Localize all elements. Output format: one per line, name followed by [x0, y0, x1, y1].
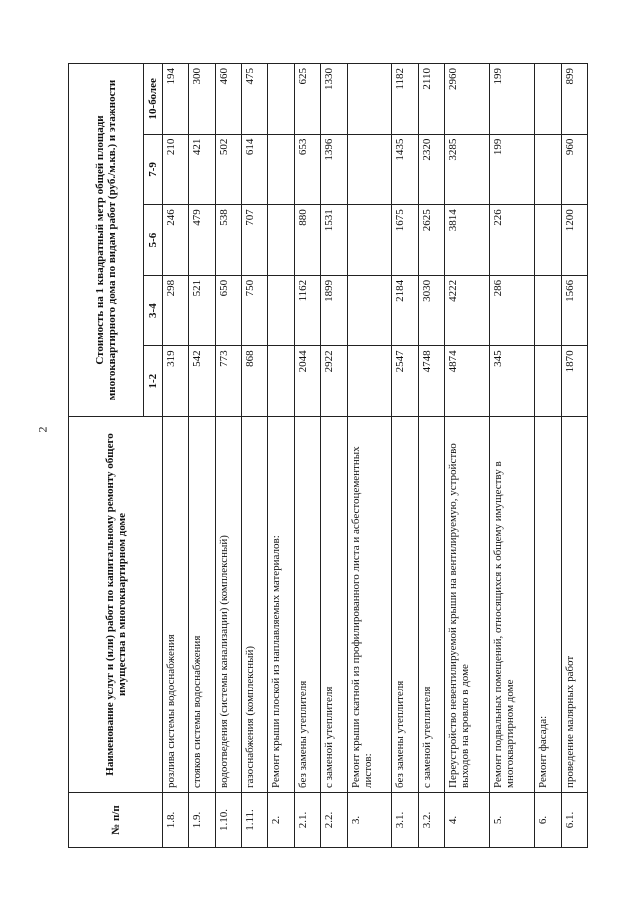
cost-cell: 3814: [445, 205, 490, 276]
row-number: 4.: [445, 793, 490, 848]
table-row: [268, 64, 294, 848]
cost-cell: [535, 134, 561, 205]
cost-cell: 3030: [418, 275, 444, 346]
table-row: [347, 64, 392, 848]
table-body: [163, 64, 588, 848]
cost-cell: 199: [490, 64, 535, 135]
row-number: 1.10.: [215, 793, 241, 848]
row-name: без замены утеплителя: [294, 417, 320, 793]
cost-cell: 2625: [418, 205, 444, 276]
row-number: 3.: [347, 793, 392, 848]
cost-cell: 460: [215, 64, 241, 135]
cost-cell: 2547: [392, 346, 418, 417]
row-number: 2.1.: [294, 793, 320, 848]
header-row: [69, 64, 144, 848]
table-row: [215, 64, 241, 848]
cost-cell: [535, 346, 561, 417]
cost-cell: 1435: [392, 134, 418, 205]
row-name: без замены утеплителя: [392, 417, 418, 793]
row-name: Переустройство невентилируемой крыши на вентилируемую, устройство выходов на кровлю в доме: [445, 417, 490, 793]
cost-cell: 319: [163, 346, 189, 417]
row-name: с заменой утеплителя: [418, 417, 444, 793]
col-number-header: № п/п: [69, 793, 163, 848]
row-name: газоснабжения (комплексный): [242, 417, 268, 793]
cost-cell: 2184: [392, 275, 418, 346]
cost-cell: 475: [242, 64, 268, 135]
cost-cell: [268, 134, 294, 205]
cost-cell: 2960: [445, 64, 490, 135]
row-name: проведение малярных работ: [561, 417, 588, 793]
page-number: 2: [35, 426, 50, 433]
table-row: [392, 64, 418, 848]
cost-cell: [268, 346, 294, 417]
cost-cell: [347, 205, 392, 276]
cost-cell: [535, 205, 561, 276]
cost-cell: 1162: [294, 275, 320, 346]
cost-cell: 4222: [445, 275, 490, 346]
cost-cell: 521: [189, 275, 215, 346]
cost-cell: 614: [242, 134, 268, 205]
floor-header: 5-6: [144, 205, 163, 276]
table-row: [445, 64, 490, 848]
row-name: Ремонт крыши скатной из профилированного листа и асбестоцементных листов:: [347, 417, 392, 793]
cost-cell: [268, 205, 294, 276]
cost-cell: 286: [490, 275, 535, 346]
cost-cell: [535, 64, 561, 135]
cost-cell: 298: [163, 275, 189, 346]
row-name: Ремонт подвальных помещений, относящихся к общему имуществу в многоквартирном доме: [490, 417, 535, 793]
cost-cell: 1675: [392, 205, 418, 276]
cost-cell: 773: [215, 346, 241, 417]
cost-cell: 868: [242, 346, 268, 417]
row-name: розлива системы водоснабжения: [163, 417, 189, 793]
cost-cell: 960: [561, 134, 588, 205]
floor-header: 10-более: [144, 64, 163, 135]
floor-header: 3-4: [144, 275, 163, 346]
rotated-table-container: [68, 63, 588, 848]
row-name: Ремонт фасада:: [535, 417, 561, 793]
table-row: [561, 64, 588, 848]
col-cost-header: Стоимость на 1 квадратный метр общей площади многоквартирного дома по видам работ (руб./м.кв.) и этажности: [69, 64, 144, 417]
row-name: Ремонт крыши плоской из наплавляемых материалов:: [268, 417, 294, 793]
table-row: [294, 64, 320, 848]
cost-cell: [268, 64, 294, 135]
cost-cell: 210: [163, 134, 189, 205]
cost-cell: 880: [294, 205, 320, 276]
row-number: 1.8.: [163, 793, 189, 848]
row-number: 1.11.: [242, 793, 268, 848]
cost-cell: 750: [242, 275, 268, 346]
row-number: 2.2.: [321, 793, 347, 848]
cost-cell: 2320: [418, 134, 444, 205]
cost-cell: 1182: [392, 64, 418, 135]
cost-cell: 2110: [418, 64, 444, 135]
row-number: 6.: [535, 793, 561, 848]
cost-cell: 4874: [445, 346, 490, 417]
cost-cell: 502: [215, 134, 241, 205]
table-row: [321, 64, 347, 848]
cost-cell: 2044: [294, 346, 320, 417]
row-number: 5.: [490, 793, 535, 848]
cost-cell: 1870: [561, 346, 588, 417]
cost-cell: 2922: [321, 346, 347, 417]
cost-cell: 479: [189, 205, 215, 276]
cost-cell: 194: [163, 64, 189, 135]
table-row: [242, 64, 268, 848]
row-number: 1.9.: [189, 793, 215, 848]
row-number: 2.: [268, 793, 294, 848]
cost-cell: 1531: [321, 205, 347, 276]
cost-cell: 300: [189, 64, 215, 135]
cost-cell: [347, 64, 392, 135]
cost-cell: 421: [189, 134, 215, 205]
cost-cell: [347, 275, 392, 346]
cost-cell: [535, 275, 561, 346]
cost-cell: 226: [490, 205, 535, 276]
floor-header: 7-9: [144, 134, 163, 205]
row-name: с заменой утеплителя: [321, 417, 347, 793]
row-number: 6.1.: [561, 793, 588, 848]
row-number: 3.2.: [418, 793, 444, 848]
cost-cell: 625: [294, 64, 320, 135]
cost-cell: 1899: [321, 275, 347, 346]
table-row: [189, 64, 215, 848]
col-name-header: Наименование услуг и (или) работ по капитальному ремонту общего имущества в многоквартирном доме: [69, 417, 163, 793]
cost-cell: 653: [294, 134, 320, 205]
table-row: [163, 64, 189, 848]
cost-cell: 3285: [445, 134, 490, 205]
floor-header: 1-2: [144, 346, 163, 417]
cost-cell: 1396: [321, 134, 347, 205]
row-name: стояков системы водоснабжения: [189, 417, 215, 793]
cost-cell: 1330: [321, 64, 347, 135]
table-row: [418, 64, 444, 848]
cost-cell: 4748: [418, 346, 444, 417]
cost-cell: 899: [561, 64, 588, 135]
cost-cell: 538: [215, 205, 241, 276]
cost-cell: 650: [215, 275, 241, 346]
cost-cell: 246: [163, 205, 189, 276]
cost-cell: 1200: [561, 205, 588, 276]
table-row: [490, 64, 535, 848]
cost-cell: 1566: [561, 275, 588, 346]
table-row: [535, 64, 561, 848]
cost-cell: [347, 134, 392, 205]
cost-table: [68, 63, 588, 848]
cost-cell: [347, 346, 392, 417]
cost-cell: 707: [242, 205, 268, 276]
row-name: водоотведения (системы канализации) (комплексный): [215, 417, 241, 793]
cost-cell: [268, 275, 294, 346]
cost-cell: 542: [189, 346, 215, 417]
row-number: 3.1.: [392, 793, 418, 848]
cost-cell: 345: [490, 346, 535, 417]
cost-cell: 199: [490, 134, 535, 205]
